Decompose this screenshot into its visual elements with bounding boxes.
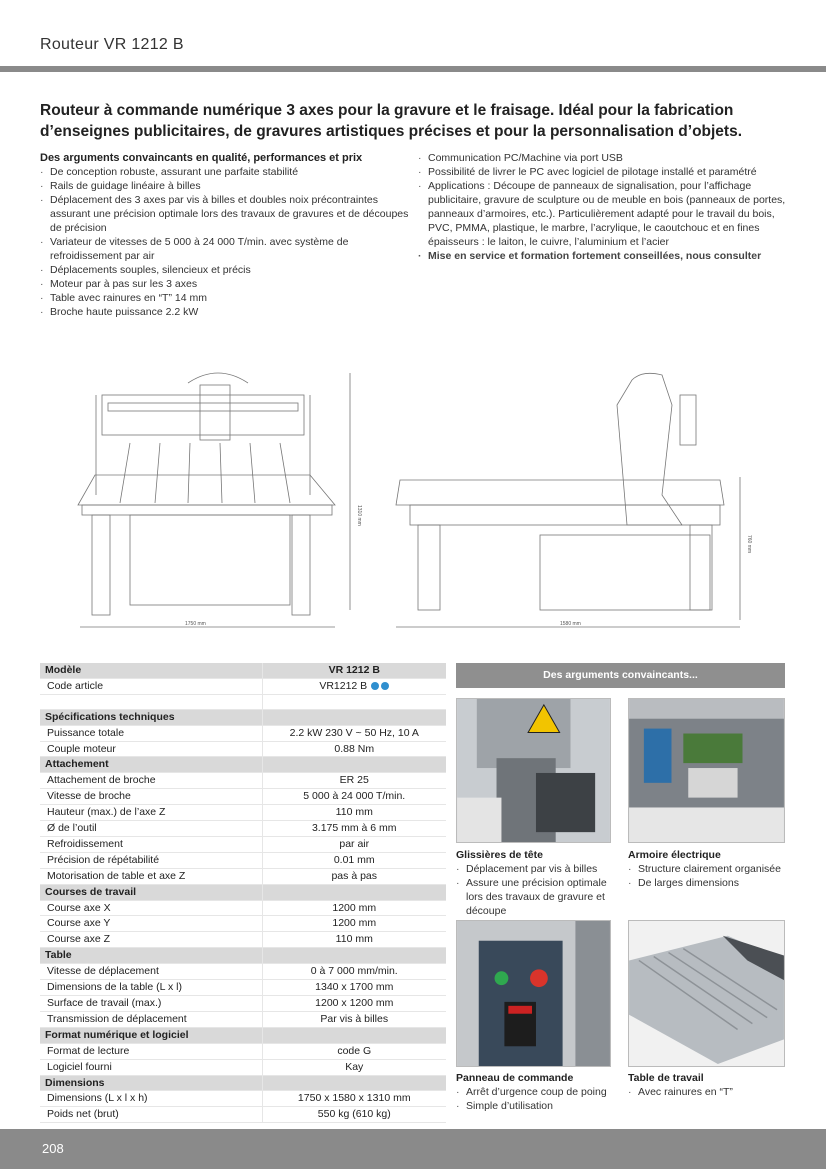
photo-work-table <box>628 920 785 1067</box>
spec-value-text: par air <box>339 837 370 850</box>
list-item: · Structure clairement organisée <box>628 862 798 876</box>
caption-title: Table de travail <box>628 1072 704 1084</box>
spec-value <box>262 1107 446 1123</box>
list-item: · Déplacements souples, silencieux et précis <box>40 263 410 277</box>
spec-label: Précision de répétabilité <box>40 852 262 868</box>
spec-value <box>262 1059 446 1075</box>
spec-value-text: 1200 mm <box>332 917 377 930</box>
table-row <box>40 678 446 694</box>
spec-value <box>262 964 446 980</box>
spec-label: Dimensions de la table (L x l) <box>40 980 262 996</box>
caption-list <box>628 862 798 890</box>
caption-head-slides <box>456 848 626 918</box>
list-item: · De larges dimensions <box>628 876 798 890</box>
features-list-right <box>418 151 798 263</box>
table-row <box>40 773 446 789</box>
table-row <box>40 1043 446 1059</box>
spec-value <box>262 1027 446 1043</box>
arguments-heading: Des arguments convaincants... <box>456 663 785 688</box>
page-footer <box>0 1129 826 1169</box>
spec-label: Poids net (brut) <box>40 1107 262 1123</box>
spec-value-text: 1200 mm <box>332 901 377 914</box>
table-row <box>40 964 446 980</box>
spec-value <box>262 741 446 757</box>
page-number: 208 <box>42 1141 64 1156</box>
caption-title: Panneau de commande <box>456 1072 574 1084</box>
spec-value <box>262 916 446 932</box>
spec-value <box>262 821 446 837</box>
list-item: · Table avec rainures en “T” 14 mm <box>40 291 410 305</box>
dim-depth-label: 1580 mm <box>560 621 581 627</box>
dim-height-label: 1310 mm <box>356 505 362 526</box>
spec-value <box>262 1011 446 1027</box>
table-row <box>40 868 446 884</box>
list-item: · Avec rainures en “T” <box>628 1085 798 1099</box>
spec-label: Refroidissement <box>40 836 262 852</box>
features-list-left <box>40 165 410 319</box>
features-heading: Des arguments convaincants en qualité, performances et prix <box>40 152 363 164</box>
spec-label: Surface de travail (max.) <box>40 996 262 1012</box>
head-slides-image <box>457 699 610 842</box>
list-item: · Moteur par à pas sur les 3 axes <box>40 277 410 291</box>
spec-label: Ø de l’outil <box>40 821 262 837</box>
spec-value <box>262 663 446 678</box>
spec-value <box>262 948 446 964</box>
spec-label: Modèle <box>40 663 262 678</box>
spec-label: Hauteur (max.) de l’axe Z <box>40 805 262 821</box>
spec-section-row <box>40 663 446 678</box>
spec-value <box>262 678 446 694</box>
electrical-cabinet-image <box>629 699 784 842</box>
photo-electrical-cabinet <box>628 698 785 843</box>
list-item: · Variateur de vitesses de 5 000 à 24 000 T/min. avec système de refroidissement par air <box>40 235 410 263</box>
spec-value-text: 110 mm <box>335 806 373 819</box>
spec-label: Course axe Z <box>40 932 262 948</box>
spec-label <box>40 694 262 709</box>
spec-label: Course axe Y <box>40 916 262 932</box>
list-item: · Communication PC/Machine via port USB <box>418 151 798 165</box>
spec-value-text: 550 kg (610 kg) <box>317 1108 391 1121</box>
spec-label: Vitesse de broche <box>40 789 262 805</box>
spec-value-text: VR 1212 B <box>328 664 380 676</box>
list-item: · Applications : Découpe de panneaux de signalisation, pour l’affichage publicitaire, gravure de sculpture ou de meuble en bois (panneaux de portes, panneaux d’armoires, etc.). Particulièrement adapté pour le travail du bois, PVC, PMMA, plastique, le marbre, l’acrylique, le caoutchouc et en fines épaisseurs : le laiton, le cuivre, l’aluminium et l’acier <box>418 179 798 249</box>
caption-list <box>628 1085 798 1099</box>
spec-value <box>262 773 446 789</box>
table-row <box>40 916 446 932</box>
caption-control-panel <box>456 1071 626 1113</box>
spec-value <box>262 980 446 996</box>
list-item: · De conception robuste, assurant une parfaite stabilité <box>40 165 410 179</box>
table-row <box>40 789 446 805</box>
spec-value-text: 2.2 kW 230 V ~ 50 Hz, 10 A <box>289 726 419 739</box>
spec-label: Courses de travail <box>40 884 262 900</box>
spec-value-text: 1200 x 1200 mm <box>315 997 394 1010</box>
spec-value <box>262 725 446 741</box>
spec-label: Attachement de broche <box>40 773 262 789</box>
list-item: · Broche haute puissance 2.2 kW <box>40 305 410 319</box>
caption-work-table <box>628 1071 798 1099</box>
control-panel-image <box>457 921 610 1066</box>
spec-value <box>262 709 446 725</box>
spec-value <box>262 852 446 868</box>
table-row <box>40 725 446 741</box>
spec-table-body <box>40 663 446 1123</box>
spec-label: Motorisation de table et axe Z <box>40 868 262 884</box>
spec-value-text: 3.175 mm à 6 mm <box>311 822 397 835</box>
caption-list <box>456 862 626 918</box>
dim-table-height-label: 760 mm <box>746 535 752 554</box>
spec-value <box>262 1075 446 1091</box>
spec-label: Table <box>40 948 262 964</box>
spec-label: Code article <box>40 678 262 694</box>
work-table-image <box>629 921 784 1066</box>
spec-label: Format de lecture <box>40 1043 262 1059</box>
table-row <box>40 1091 446 1107</box>
spec-value <box>262 694 446 709</box>
list-item: · Assure une précision optimale lors des travaux de gravure et découpe <box>456 876 626 918</box>
table-row <box>40 1011 446 1027</box>
spec-label: Format numérique et logiciel <box>40 1027 262 1043</box>
table-row <box>40 996 446 1012</box>
caption-electrical-cabinet <box>628 848 798 890</box>
spec-value-text: 1340 x 1700 mm <box>315 981 394 994</box>
spec-label: Spécifications techniques <box>40 709 262 725</box>
table-row <box>40 1059 446 1075</box>
page-title: Routeur VR 1212 B <box>40 36 184 53</box>
list-item: · Arrêt d’urgence coup de poing <box>456 1085 626 1099</box>
table-row <box>40 836 446 852</box>
table-row <box>40 852 446 868</box>
spec-value <box>262 868 446 884</box>
spec-value <box>262 836 446 852</box>
spec-table <box>40 663 446 1123</box>
list-item: · Possibilité de livrer le PC avec logiciel de pilotage installé et paramétré <box>418 165 798 179</box>
caption-list <box>456 1085 626 1113</box>
spec-label: Dimensions <box>40 1075 262 1091</box>
spec-value <box>262 757 446 773</box>
spec-label: Puissance totale <box>40 725 262 741</box>
table-row <box>40 805 446 821</box>
technical-drawings <box>40 355 800 645</box>
spec-value-text: 5 000 à 24 000 T/min. <box>303 790 406 803</box>
spec-value <box>262 884 446 900</box>
spec-value <box>262 789 446 805</box>
list-item: · Rails de guidage linéaire à billes <box>40 179 410 193</box>
spec-value <box>262 996 446 1012</box>
spec-value <box>262 1043 446 1059</box>
code-badge-icon <box>371 682 379 690</box>
code-badge-icon <box>381 682 389 690</box>
photo-head-slides <box>456 698 611 843</box>
spec-section-row <box>40 1075 446 1091</box>
table-row <box>40 741 446 757</box>
spec-value-text: ER 25 <box>339 774 369 787</box>
spec-value-text: 1750 x 1580 x 1310 mm <box>297 1092 411 1105</box>
spec-label: Transmission de déplacement <box>40 1011 262 1027</box>
spec-label: Attachement <box>40 757 262 773</box>
spec-value-text: code G <box>337 1044 372 1057</box>
table-row <box>40 821 446 837</box>
table-row <box>40 900 446 916</box>
intro-text: Routeur à commande numérique 3 axes pour la gravure et le fraisage. Idéal pour la fabrication d’enseignes publicitaires, de gravures artistiques précises et pour la personnalisation d’objets. <box>40 102 743 140</box>
front-view-drawing <box>78 373 350 627</box>
list-item: · Déplacement des 3 axes par vis à billes et doubles noix précontraintes assurant une précision optimale lors des travaux de gravures et de découpes de précision <box>40 193 410 235</box>
features-right <box>418 151 798 263</box>
spec-value <box>262 900 446 916</box>
spec-value <box>262 932 446 948</box>
list-item-strong: · Mise en service et formation fortement conseillées, nous consulter <box>418 249 798 263</box>
table-row <box>40 1107 446 1123</box>
spec-label: Vitesse de déplacement <box>40 964 262 980</box>
table-row <box>40 980 446 996</box>
spec-section-row <box>40 948 446 964</box>
header-bar <box>0 66 826 72</box>
spec-section-row <box>40 1027 446 1043</box>
table-row <box>40 932 446 948</box>
spec-value <box>262 1091 446 1107</box>
features-left <box>40 151 410 319</box>
spec-value-text: VR1212 B <box>319 679 368 692</box>
spec-value-text: 0.01 mm <box>333 853 375 866</box>
side-view-drawing <box>396 373 740 627</box>
spec-value <box>262 805 446 821</box>
spec-section-row <box>40 709 446 725</box>
spec-value-text: pas à pas <box>331 869 378 882</box>
page-header <box>0 0 826 72</box>
list-item: · Déplacement par vis à billes <box>456 862 626 876</box>
spec-label: Couple moteur <box>40 741 262 757</box>
machine-drawing-svg <box>40 355 800 645</box>
spec-section-row <box>40 884 446 900</box>
dim-width-label: 1750 mm <box>185 621 206 627</box>
spec-value-text: Kay <box>345 1060 364 1073</box>
spec-value-text: 0 à 7 000 mm/min. <box>310 965 398 978</box>
spec-section-row <box>40 757 446 773</box>
caption-title: Glissières de tête <box>456 849 543 861</box>
list-item: · Simple d’utilisation <box>456 1099 626 1113</box>
spec-value-text: 110 mm <box>335 933 373 946</box>
spec-value-text: Par vis à billes <box>320 1012 389 1025</box>
table-row <box>40 694 446 709</box>
spec-value-text: 0.88 Nm <box>334 742 375 755</box>
spec-label: Logiciel fourni <box>40 1059 262 1075</box>
spec-label: Course axe X <box>40 900 262 916</box>
photo-control-panel <box>456 920 611 1067</box>
caption-title: Armoire électrique <box>628 849 721 861</box>
spec-label: Dimensions (L x l x h) <box>40 1091 262 1107</box>
